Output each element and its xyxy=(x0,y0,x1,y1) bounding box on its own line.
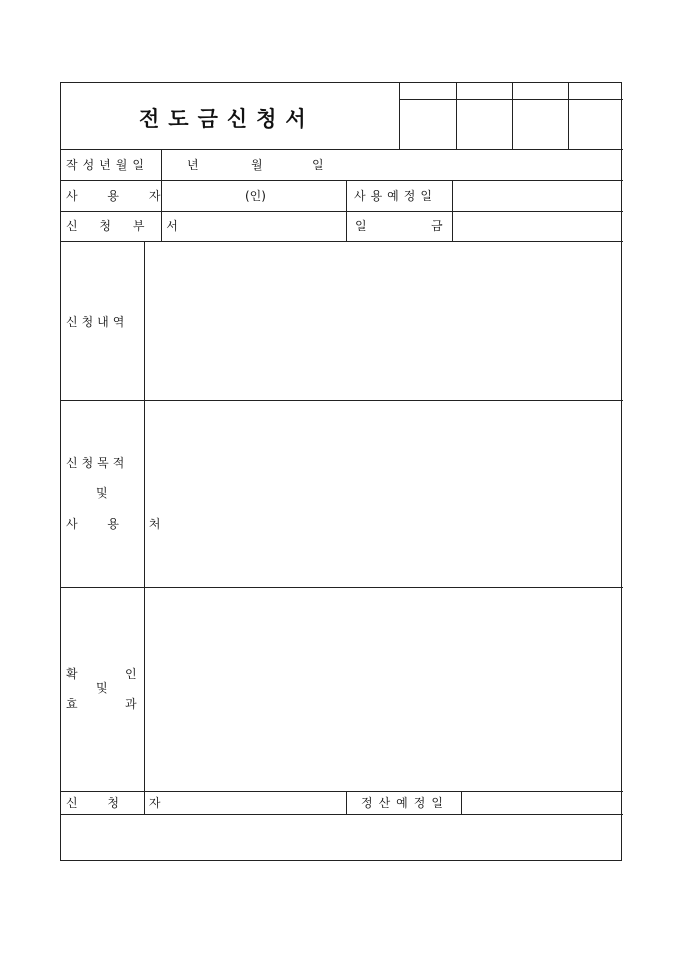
bottom-notes-area[interactable] xyxy=(61,815,621,860)
request-details-label: 신청내역 xyxy=(66,315,129,329)
effect-label-3a: 효 xyxy=(66,697,85,711)
amount-label-part1: 일 xyxy=(355,219,374,233)
settlement-date-label: 정산예정일 xyxy=(361,796,449,810)
settlement-date-field[interactable] xyxy=(462,792,623,814)
department-label: 신 청 부 서 xyxy=(66,219,187,233)
applicant-field[interactable] xyxy=(145,792,346,814)
purpose-and-usage-field[interactable] xyxy=(145,401,623,587)
amount-field[interactable] xyxy=(453,212,623,241)
purpose-label-line1: 신청목적 xyxy=(66,456,129,470)
user-seal-label: (인) xyxy=(245,189,266,203)
approval-signature-box-4[interactable] xyxy=(569,100,623,149)
department-field[interactable] xyxy=(162,212,346,241)
approval-signature-box-2[interactable] xyxy=(457,100,512,149)
form-title: 전도금신청서 xyxy=(139,106,315,131)
use-date-field[interactable] xyxy=(453,181,623,211)
date-label: 작성년월일 xyxy=(66,158,149,172)
advance-payment-request-form xyxy=(60,82,622,861)
confirmation-effect-field[interactable] xyxy=(145,588,623,791)
purpose-label-line2: 및 xyxy=(96,486,115,500)
effect-label-1a: 확 xyxy=(66,667,85,681)
applicant-label: 신 청 자 xyxy=(66,796,174,810)
date-day-label: 일 xyxy=(312,158,331,172)
effect-label-1b: 인 xyxy=(125,667,144,681)
purpose-label-line3: 사 용 처 xyxy=(66,517,174,531)
approval-signature-box-3[interactable] xyxy=(513,100,568,149)
effect-label-3b: 과 xyxy=(125,697,144,711)
request-details-field[interactable] xyxy=(145,242,623,400)
approval-signature-box-1[interactable] xyxy=(400,100,456,149)
use-date-label: 사용예정일 xyxy=(354,189,437,203)
date-field[interactable] xyxy=(162,150,623,180)
amount-label-part2: 금 xyxy=(431,219,450,233)
date-year-label: 년 xyxy=(187,158,206,172)
user-label: 사 용 자 xyxy=(66,189,174,203)
date-month-label: 월 xyxy=(251,158,270,172)
effect-label-2: 및 xyxy=(96,681,115,695)
